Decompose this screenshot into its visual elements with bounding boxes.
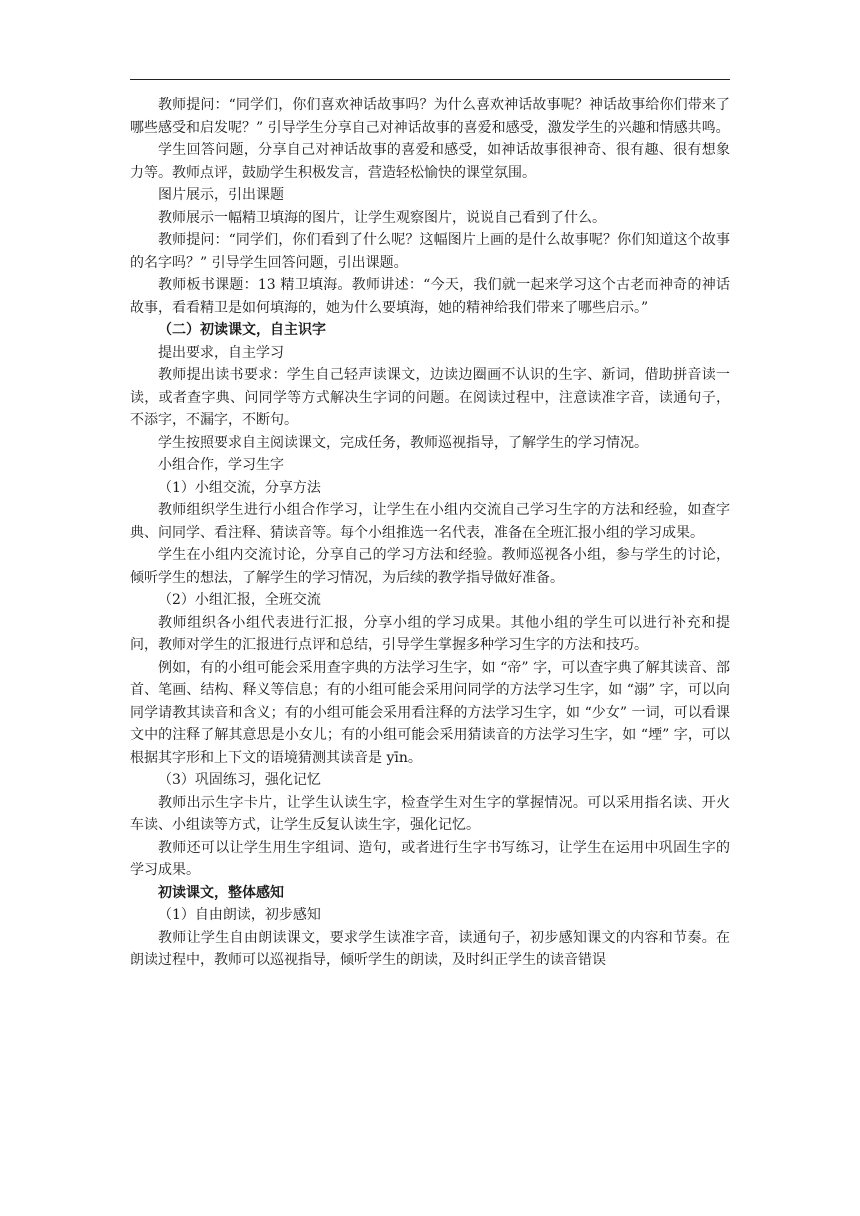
numbered-heading: （2）小组汇报，全班交流 [158,592,321,608]
paragraph: 例如，有的小组可能会采用查字典的方法学习生字，如 “帝” 字，可以查字典了解其读音、部首、笔画、结构、释义等信息；有的小组可能会采用问同学的方法学习生字，如 “溺” 字，可以向同学请教其读音和含义；有的小组可能会采用看注释的方法学习生字，如 “少女” 一词，可以看课文中的注释了解其意思是小女儿；有的小组可能会采用猜读音的方法学习生字，如 “堙” 字，可以根据其字形和上下文的语境猜测其读音是 yīn。 [130,659,730,766]
numbered-heading: （1）小组交流，分享方法 [158,479,321,496]
paragraph: 教师组织学生进行小组合作学习，让学生在小组内交流自己学习生字的方法和经验，如查字典、问同学、看注释、猜读音等。每个小组推选一名代表，准备在全班汇报小组的学习成果。 [130,502,730,541]
paragraph: 教师展示一幅精卫填海的图片，让学生观察图片，说说自己看到了什么。 [158,209,606,226]
numbered-heading: （3）巩固练习，强化记忆 [158,772,321,788]
section-heading: （二）初读课文，自主识字 [158,322,326,338]
paragraph: 教师出示生字卡片，让学生认读生字，检查学生对生字的掌握情况。可以采用指名读、开火车读、小组读等方式，让学生反复认读生字，强化记忆。 [130,794,730,833]
subheading: 提出要求，自主学习 [158,344,284,361]
paragraph: 教师提出读书要求：学生自己轻声读课文，边读边圈画不认识的生字、新词，借助拼音读一读，或者查字典、问同学等方式解决生字词的问题。在阅读过程中，注意读准字音，读通句子，不添字，不漏字，不断句。 [130,367,730,428]
paragraph: 教师提问：“同学们，你们喜欢神话故事吗？为什么喜欢神话故事呢？神话故事给你们带来了哪些感受和启发呢？” 引导学生分享自己对神话故事的喜爱和感受，激发学生的兴趣和情感共鸣。 [130,97,730,136]
paragraph: 学生按照要求自主阅读课文，完成任务，教师巡视指导，了解学生的学习情况。 [158,434,648,451]
paragraph: 学生在小组内交流讨论，分享自己的学习方法和经验。教师巡视各小组，参与学生的讨论，倾听学生的想法，了解学生的学习情况，为后续的教学指导做好准备。 [130,547,730,586]
paragraph: 教师还可以让学生用生字组词、造句，或者进行生字书写练习，让学生在运用中巩固生字的学习成果。 [130,839,730,878]
section-heading: 初读课文，整体感知 [158,884,284,901]
subheading: 小组合作，学习生字 [158,457,284,473]
subheading: 图片展示，引出课题 [158,187,284,203]
numbered-heading: （1）自由朗读，初步感知 [158,907,321,923]
paragraph: 教师组织各小组代表进行汇报，分享小组的学习成果。其他小组的学生可以进行补充和提问，教师对学生的汇报进行点评和总结，引导学生掌握多种学习生字的方法和技巧。 [130,614,730,653]
paragraph: 教师板书课题：13 精卫填海。教师讲述：“今天，我们就一起来学习这个古老而神奇的神话故事，看看精卫是如何填海的，她为什么要填海，她的精神给我们带来了哪些启示。” [130,277,730,316]
paragraph: 学生回答问题，分享自己对神话故事的喜爱和感受，如神话故事很神奇、很有趣、很有想象力等。教师点评，鼓励学生积极发言，营造轻松愉快的课堂氛围。 [130,142,730,181]
document-body [130,94,730,972]
paragraph: 教师提问：“同学们，你们看到了什么呢？这幅图片上画的是什么故事呢？你们知道这个故事的名字吗？” 引导学生回答问题，引出课题。 [130,232,730,271]
header-rule [130,79,730,80]
paragraph: 教师让学生自由朗读课文，要求学生读准字音，读通句子，初步感知课文的内容和节奏。在朗读过程中，教师可以巡视指导，倾听学生的朗读，及时纠正学生的读音错误 [130,929,730,968]
